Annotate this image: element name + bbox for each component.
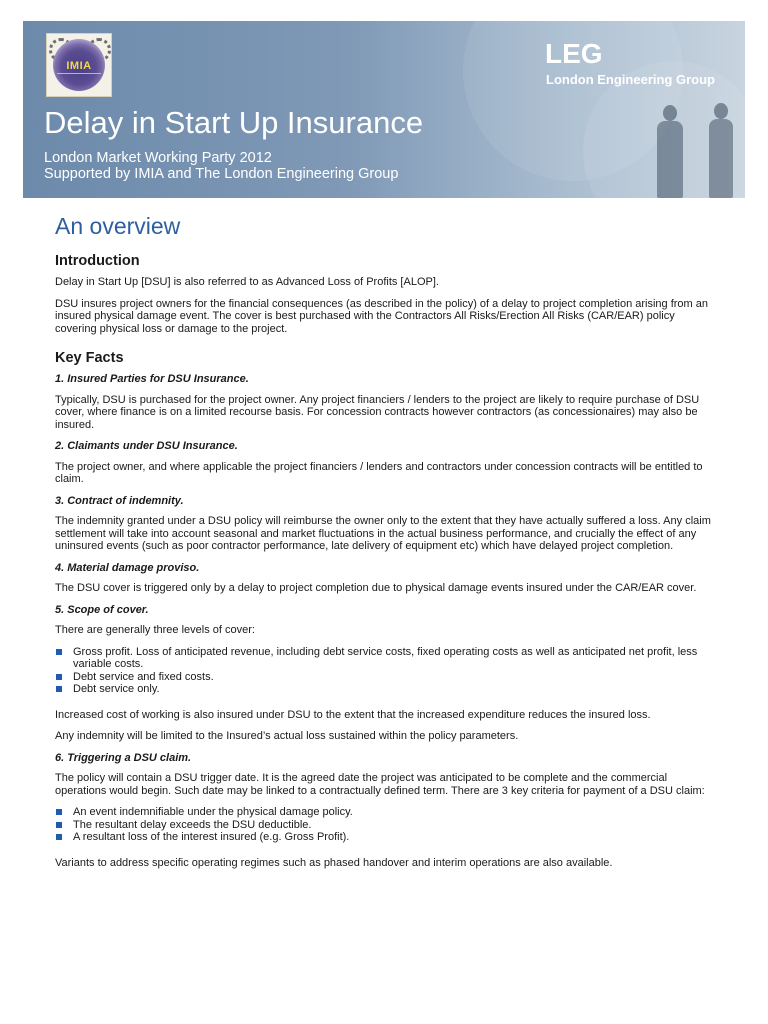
list-item-text: Gross profit. Loss of anticipated revenue, including debt service costs, fixed operating costs as well as anticipated net profit, less variable costs. — [73, 645, 698, 670]
fact-3-text: The indemnity granted under a DSU policy will reimburse the owner only to the extent that they have actually suffered a loss. Any claim settlement will take into account seasonal and market fluctuations in the actual business performance, and crucially the effect of any uninsured events (such as poor contractor performance, late delivery of equipment etc) which have delayed project completion. — [55, 515, 711, 552]
list-item — [55, 819, 715, 832]
bullet-icon — [56, 674, 62, 680]
list-item — [55, 671, 715, 684]
bullet-icon — [56, 649, 62, 655]
list-item — [55, 646, 715, 671]
subtitle-line-2: Supported by IMIA and The London Engineering Group — [44, 166, 399, 182]
logo-rule — [57, 73, 101, 76]
bullet-icon — [56, 686, 62, 692]
fact-3-title: 3. Contract of indemnity. — [55, 494, 184, 507]
criteria-list — [55, 806, 715, 844]
bullet-icon — [56, 834, 62, 840]
fact-2-title: 2. Claimants under DSU Insurance. — [55, 440, 238, 452]
logo-text: IMIA — [66, 60, 92, 72]
fact-4-title: 4. Material damage proviso. — [55, 561, 200, 574]
fact-1-text: Typically, DSU is purchased for the project owner. Any project financiers / lenders to the project are likely to require purchase of DSU cover, where finance is on a limited recourse basis. For concession contracts however contractors (as concessionaires) may also be insured. — [55, 393, 700, 431]
imia-logo — [46, 33, 112, 97]
header-banner — [23, 21, 745, 198]
introduction-paragraph-1: Delay in Start Up [DSU] is also referred to as Advanced Loss of Profits [ALOP]. — [55, 276, 439, 288]
fact-5-text: There are generally three levels of cover: — [55, 624, 255, 636]
fact-1-title: 1. Insured Parties for DSU Insurance. — [55, 373, 249, 385]
subtitle-line-1: London Market Working Party 2012 — [44, 150, 272, 166]
list-item-text: Debt service only. — [73, 683, 160, 695]
list-item-text: A resultant loss of the interest insured (e.g. Gross Profit). — [73, 831, 350, 843]
businessman-silhouette — [657, 121, 683, 198]
fact-6-after-1: Variants to address specific operating regimes such as phased handover and interim operations are also available. — [55, 856, 613, 869]
list-item — [55, 831, 715, 844]
brand-name: LEG — [545, 38, 603, 69]
businessman-silhouette — [709, 119, 733, 198]
main-content — [55, 212, 715, 878]
document-subtitle — [44, 150, 398, 182]
list-item-text: The resultant delay exceeds the DSU deductible. — [73, 818, 312, 831]
fact-5-title: 5. Scope of cover. — [55, 603, 149, 616]
businessman-head — [663, 105, 677, 121]
scope-list — [55, 646, 715, 696]
list-item — [55, 683, 715, 696]
introduction-paragraph-2: DSU insures project owners for the financial consequences (as described in the policy) of a delay to project completion arising from an insured physical damage event. The cover is best purchased with the Contractors All Risks/Erection All Risks (CAR/EAR) policy covering physical loss or damage to the project. — [55, 297, 708, 335]
fact-6-text: The policy will contain a DSU trigger date. It is the agreed date the project was anticipated to be complete and the commercial operations would begin. Such date may be linked to a contractually defined term. There are 3 key criteria for payment of a DSU claim: — [55, 772, 705, 797]
brand-subtitle: London Engineering Group — [546, 72, 715, 87]
document-title: Delay in Start Up Insurance — [44, 105, 424, 140]
key-facts-heading: Key Facts — [55, 350, 124, 366]
bullet-icon — [56, 822, 62, 828]
list-item — [55, 806, 715, 819]
fact-4-text: The DSU cover is triggered only by a delay to project completion due to physical damage events insured under the CAR/EAR cover. — [55, 582, 697, 594]
bullet-icon — [56, 809, 62, 815]
list-item-text: An event indemnifiable under the physical damage policy. — [73, 806, 353, 818]
list-item-text: Debt service and fixed costs. — [73, 670, 214, 683]
fact-2-text: The project owner, and where applicable the project financiers / lenders and contractors under concession contracts will be entitled to claim. — [55, 460, 703, 485]
fact-5-after-2: Any indemnity will be limited to the Insured’s actual loss sustained within the policy parameters. — [55, 730, 519, 742]
businessman-head — [714, 103, 728, 119]
fact-5-after-1: Increased cost of working is also insured under DSU to the extent that the increased expenditure reduces the insured loss. — [55, 708, 651, 721]
fact-6-title: 6. Triggering a DSU claim. — [55, 751, 192, 764]
overview-heading: An overview — [55, 213, 181, 239]
introduction-heading: Introduction — [55, 253, 140, 269]
